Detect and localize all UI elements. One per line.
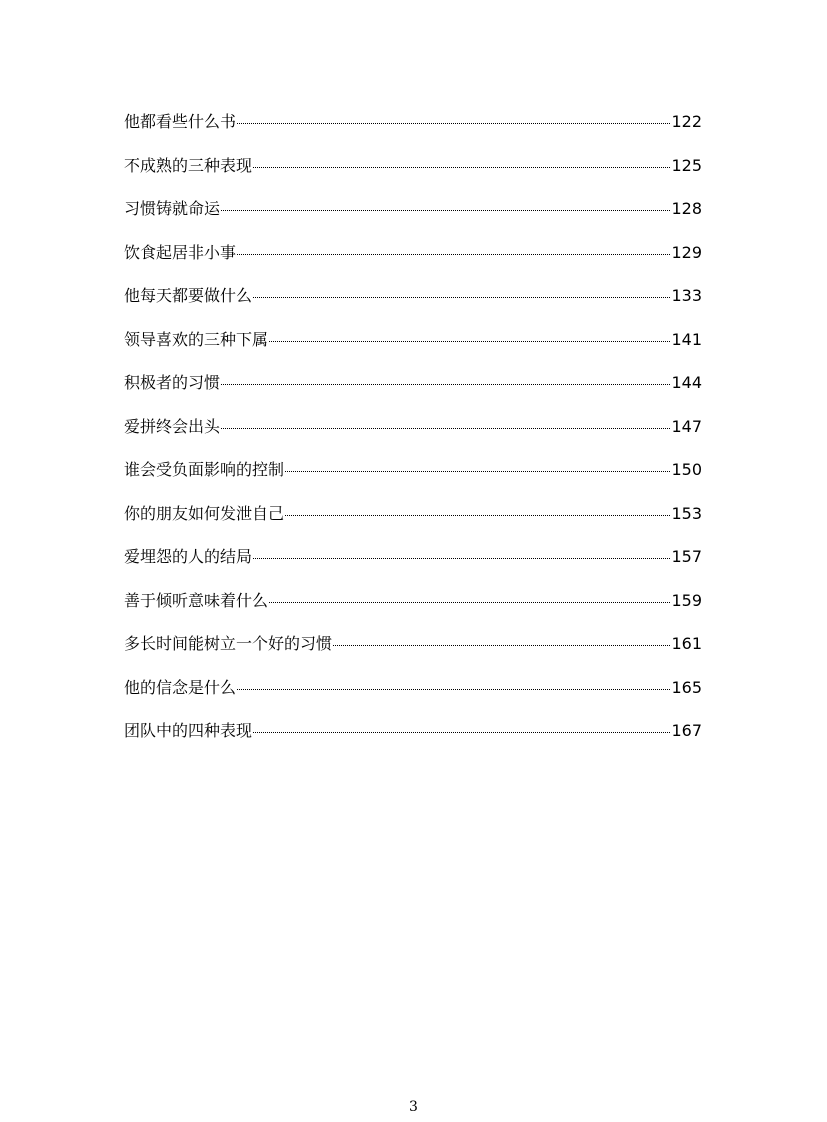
toc-entry-title: 他的信念是什么 [124,677,237,697]
toc-entry-page: 150 [671,460,702,479]
toc-entry[interactable] [124,456,702,500]
toc-dot-leader [269,341,670,342]
toc-entry-title: 积极者的习惯 [124,373,221,392]
toc-dot-leader [221,428,670,429]
toc-entry[interactable] [124,630,702,674]
toc-dot-leader [253,732,670,733]
toc-entry-page: 129 [671,242,702,262]
toc-entry[interactable] [124,152,702,196]
toc-entry-page: 122 [671,112,702,131]
toc-dot-leader [237,254,670,255]
toc-entry-title: 善于倾听意味着什么 [124,590,269,610]
toc-dot-leader [221,210,670,211]
toc-dot-leader [253,297,670,298]
page-number: 3 [409,1099,418,1115]
toc-entry-title: 习惯铸就命运 [124,199,221,218]
toc-entry-title: 饮食起居非小事 [124,242,237,262]
toc-entry-page: 157 [671,547,702,566]
toc-dot-leader [285,515,670,516]
table-of-contents [124,108,702,761]
toc-entry-page: 128 [671,199,702,218]
toc-entry-page: 144 [671,373,702,392]
toc-dot-leader [237,123,670,124]
toc-dot-leader [237,689,670,690]
toc-entry[interactable] [124,500,702,544]
toc-entry[interactable] [124,587,702,631]
toc-entry[interactable] [124,108,702,152]
toc-entry-page: 161 [671,634,702,653]
toc-entry-page: 141 [671,329,702,349]
toc-entry-title: 领导喜欢的三种下属 [124,329,269,349]
toc-entry-title: 他每天都要做什么 [124,286,253,305]
toc-entry-page: 159 [671,590,702,610]
toc-entry-title: 谁会受负面影响的控制 [124,460,285,479]
toc-entry[interactable] [124,413,702,457]
toc-entry-page: 147 [671,416,702,436]
toc-entry-title: 团队中的四种表现 [124,721,253,740]
toc-entry-page: 165 [671,677,702,697]
toc-entry[interactable] [124,282,702,326]
toc-entry-title: 他都看些什么书 [124,112,237,131]
toc-dot-leader [269,602,670,603]
toc-entry-page: 167 [671,721,702,740]
toc-entry-page: 125 [671,155,702,175]
toc-entry-title: 你的朋友如何发泄自己 [124,503,285,523]
toc-entry[interactable] [124,326,702,370]
toc-dot-leader [221,384,670,385]
toc-entry-page: 133 [671,286,702,305]
toc-entry-title: 不成熟的三种表现 [124,155,253,175]
toc-entry-title: 爱拼终会出头 [124,416,221,436]
toc-entry-title: 多长时间能树立一个好的习惯 [124,634,333,653]
toc-entry[interactable] [124,369,702,413]
toc-entry[interactable] [124,717,702,761]
toc-entry-title: 爱埋怨的人的结局 [124,547,253,566]
toc-dot-leader [285,471,670,472]
toc-dot-leader [333,645,670,646]
toc-entry-page: 153 [671,503,702,523]
toc-entry[interactable] [124,239,702,283]
toc-entry[interactable] [124,543,702,587]
toc-entry[interactable] [124,195,702,239]
toc-entry[interactable] [124,674,702,718]
toc-dot-leader [253,558,670,559]
toc-dot-leader [253,167,670,168]
